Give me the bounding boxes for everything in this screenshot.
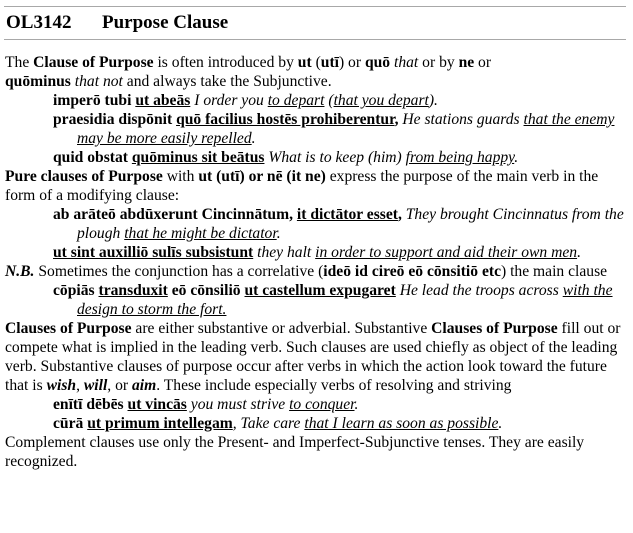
pure-clauses-paragraph: Pure clauses of Purpose with ut (utī) or nē (it ne) express the purpose of the main verb in the form of a modifying clause: — [5, 168, 599, 204]
example-4: ab arāteō abdūxerunt Cincinnātum, it dictātor esset, They brought Cincinnatus from the plough that he might be dictator. — [53, 206, 624, 242]
substantive-paragraph: Clauses of Purpose are either substantive or adverbial. Substantive Clauses of Purpose fill out or compete what is implied in the leading verb. Such clauses are used chiefly as object of the leading verb. Substantive clauses of purpose occur after verbs in which the action look toward the future that is wish, will, or aim. These include especially verbs of resolving and striving — [5, 320, 621, 394]
example-8: cūrā ut primum intellegam, Take care that I learn as soon as possible. — [53, 415, 503, 432]
lesson-title: Purpose Clause — [102, 12, 229, 33]
nb-paragraph: N.B. Sometimes the conjunction has a correlative (ideō id cireō eō cōnsitiō etc) the main clause — [5, 263, 608, 280]
complement-paragraph: Complement clauses use only the Present- and Imperfect-Subjunctive tenses. They are easily recognized. — [5, 434, 585, 470]
example-6: cōpiās transduxit eō cōnsiliō ut castellum expugaret He lead the troops across with the design to storm the fort. — [53, 282, 613, 318]
title-rule — [4, 39, 626, 40]
example-3: quid obstat quōminus sit beātus What is to keep (him) from being happy. — [53, 149, 519, 166]
page-title — [6, 11, 228, 35]
top-rule — [4, 6, 626, 7]
document-body — [5, 53, 627, 471]
intro-paragraph: The Clause of Purpose is often introduced by ut (utī) or quō that or by ne or quōminus that not and always take the Subjunctive. — [5, 54, 492, 90]
example-5: ut sint auxilliō sulīs subsistunt they halt in order to support and aid their own men. — [53, 244, 581, 261]
example-1: imperō tubi ut abeās I order you to depart (that you depart). — [53, 92, 438, 109]
example-2: praesidia dispōnit quō facilius hostēs prohiberentur, He stations guards that the enemy may be more easily repelled. — [53, 111, 615, 147]
example-7: enītī dēbēs ut vincās you must strive to conquer. — [53, 396, 359, 413]
lesson-code: OL3142 — [6, 12, 72, 33]
